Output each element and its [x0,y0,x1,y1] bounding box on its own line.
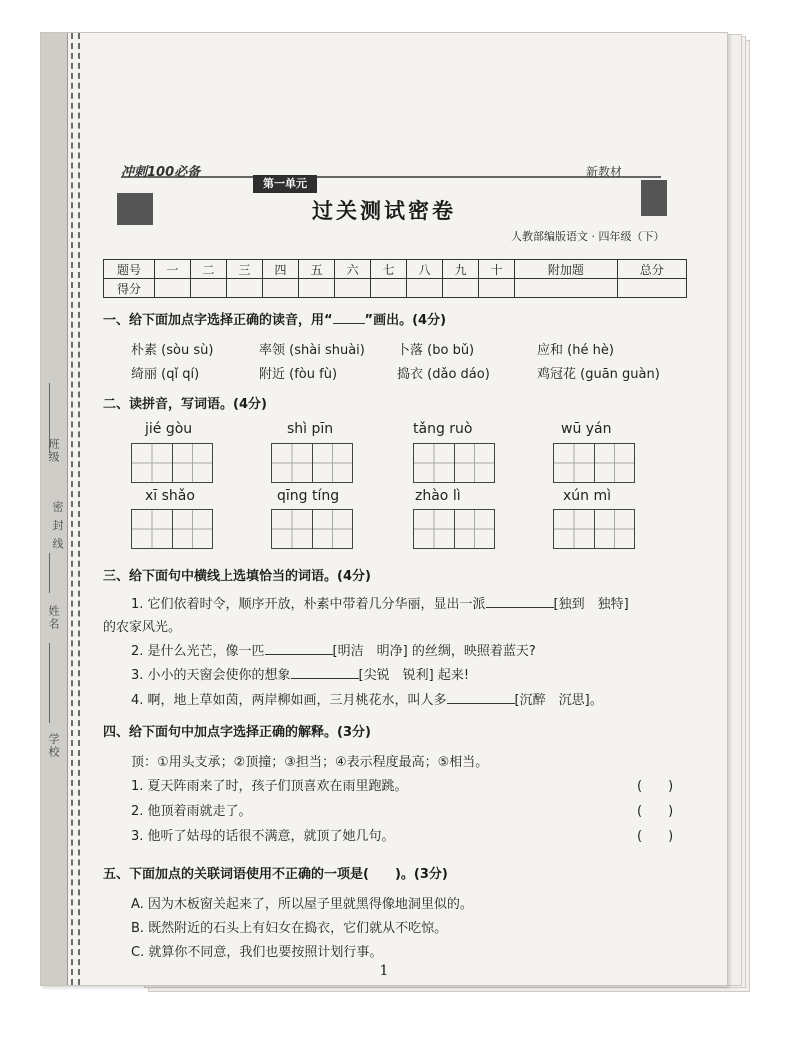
section-2-title: 二、读拼音，写词语。(4分) [103,397,267,412]
choice-option[interactable]: C. 就算你不同意，我们也要按照计划行事。 [131,945,383,960]
show-through-text [121,119,528,135]
writing-grid[interactable] [553,443,635,483]
pronunciation-item[interactable]: 鸡冠花 (guān guàn) [537,367,660,382]
pronunciation-item[interactable]: 应和 (hé hè) [537,343,614,358]
answer-blank[interactable] [486,595,554,608]
score-input-cell[interactable] [155,279,191,298]
score-table-cell: 九 [443,260,479,279]
header-rule [121,176,661,178]
writing-grid[interactable] [131,443,213,483]
score-input-cell[interactable] [479,279,515,298]
writing-grid[interactable] [271,443,353,483]
score-input-cell[interactable] [191,279,227,298]
score-table-score-row [104,279,687,298]
section-1-title [103,309,446,328]
score-table-cell: 总分 [617,260,686,279]
pronunciation-item[interactable]: 附近 (fòu fù) [259,367,338,382]
score-table-cell: 六 [335,260,371,279]
pronunciation-item[interactable]: 率领 (shài shuài) [259,343,365,358]
pronunciation-item[interactable]: 绮丽 (qǐ qí) [131,367,200,382]
writing-grid[interactable] [413,509,495,549]
seal-dashed-line [71,33,73,985]
fill-sentence: 4. 啊，地上草如茵，两岸柳如画，三月桃花水，叫人多 [沉醉 沉思]。 [131,693,603,708]
score-input-cell[interactable] [443,279,479,298]
fill-sentence: 的农家风光。 [103,620,182,635]
pinyin-label: wū yán [561,421,612,437]
score-table-cell: 得分 [104,279,155,298]
answer-blank[interactable] [265,642,333,655]
new-material-label: 新教材 [586,165,623,179]
score-input-cell[interactable] [617,279,686,298]
answer-blank[interactable] [291,666,359,679]
underline-sample [333,311,365,324]
pronunciation-item[interactable]: 朴素 (sòu sù) [131,343,214,358]
seal-line-label: 密 封 线 [51,501,64,551]
score-input-cell[interactable] [335,279,371,298]
definition-list: 顶：①用头支承；②顶撞；③担当；④表示程度最高；⑤相当。 [131,755,489,770]
pronunciation-item[interactable]: 卜落 (bo bǔ) [397,343,475,358]
score-input-cell[interactable] [227,279,263,298]
score-table-header-row [104,260,687,279]
pinyin-label: xún mì [563,488,612,504]
fill-sentence: 2. 是什么光芒，像一匹 [明洁 明净] 的丝绸，映照着蓝天? [131,644,536,659]
score-table-cell: 四 [263,260,299,279]
answer-parens[interactable]: ( ) [637,829,674,844]
page-number: 1 [379,963,389,979]
score-table-cell: 三 [227,260,263,279]
section-1-title-part: 一、给下面加点字选择正确的读音，用“ [103,313,333,328]
score-input-cell[interactable] [371,279,407,298]
binding-label-name: 姓名 [47,605,60,631]
score-table-cell: 一 [155,260,191,279]
score-table-cell: 七 [371,260,407,279]
section-4-title: 四、给下面句中加点字选择正确的解释。(3分) [103,725,371,740]
writing-grid[interactable] [271,509,353,549]
sentence-item: 3. 他听了姑母的话很不满意，就顶了她几句。 [131,829,395,844]
section-3-title: 三、给下面句中横线上选填恰当的词语。(4分) [103,569,371,584]
exam-page [40,32,728,986]
binding-label-class: 班级 [47,438,60,464]
brand-text: 冲刺100必备 [121,165,201,180]
section-1-title-part: ”画出。(4分) [364,313,447,328]
score-table-cell: 附加题 [515,260,617,279]
pinyin-label: jié gòu [145,421,193,437]
score-table-cell: 二 [191,260,227,279]
writing-grid[interactable] [413,443,495,483]
score-input-cell[interactable] [515,279,617,298]
pinyin-label: shì pīn [287,421,334,437]
score-input-cell[interactable] [263,279,299,298]
score-table-cell: 十 [479,260,515,279]
score-table [103,259,687,298]
score-table-cell: 八 [407,260,443,279]
pinyin-label: tǎng ruò [413,421,473,437]
pinyin-label: xī shǎo [145,488,195,504]
fill-sentence: 1. 它们依着时令，顺序开放，朴素中带着几分华丽，显出一派 [独到 独特] [131,597,629,612]
page-title: 过关测试密卷 [312,198,456,223]
score-input-cell[interactable] [299,279,335,298]
pronunciation-item[interactable]: 捣衣 (dǎo dáo) [397,367,490,382]
edition-label: 人教部编版语文 · 四年级（下） [511,230,665,243]
score-table-cell: 题号 [104,260,155,279]
seal-dashed-line [78,33,80,985]
pinyin-label: zhào lì [415,488,461,504]
writing-grid[interactable] [131,509,213,549]
sentence-item: 2. 他顶着雨就走了。 [131,804,252,819]
binding-label-school: 学校 [47,733,60,759]
answer-parens[interactable]: ( ) [637,804,674,819]
binding-blank-line [49,643,50,723]
pinyin-label: qīng tíng [277,488,340,504]
answer-blank[interactable] [447,691,515,704]
binding-blank-line [49,553,50,593]
sentence-item: 1. 夏天阵雨来了时，孩子们顶喜欢在雨里跑跳。 [131,779,408,794]
unit-tag: 第一单元 [253,175,317,193]
fill-sentence: 3. 小小的天窗会使你的想象 [尖锐 锐利] 起来! [131,668,470,683]
choice-option[interactable]: B. 既然附近的石头上有妇女在捣衣，它们就从不吃惊。 [131,921,448,936]
answer-parens[interactable]: ( ) [637,779,674,794]
writing-grid[interactable] [553,509,635,549]
score-input-cell[interactable] [407,279,443,298]
section-5-title: 五、下面加点的关联词语使用不正确的一项是( )。(3分) [103,867,448,882]
score-table-cell: 五 [299,260,335,279]
choice-option[interactable]: A. 因为木板窗关起来了，所以屋子里就黑得像地洞里似的。 [131,897,473,912]
